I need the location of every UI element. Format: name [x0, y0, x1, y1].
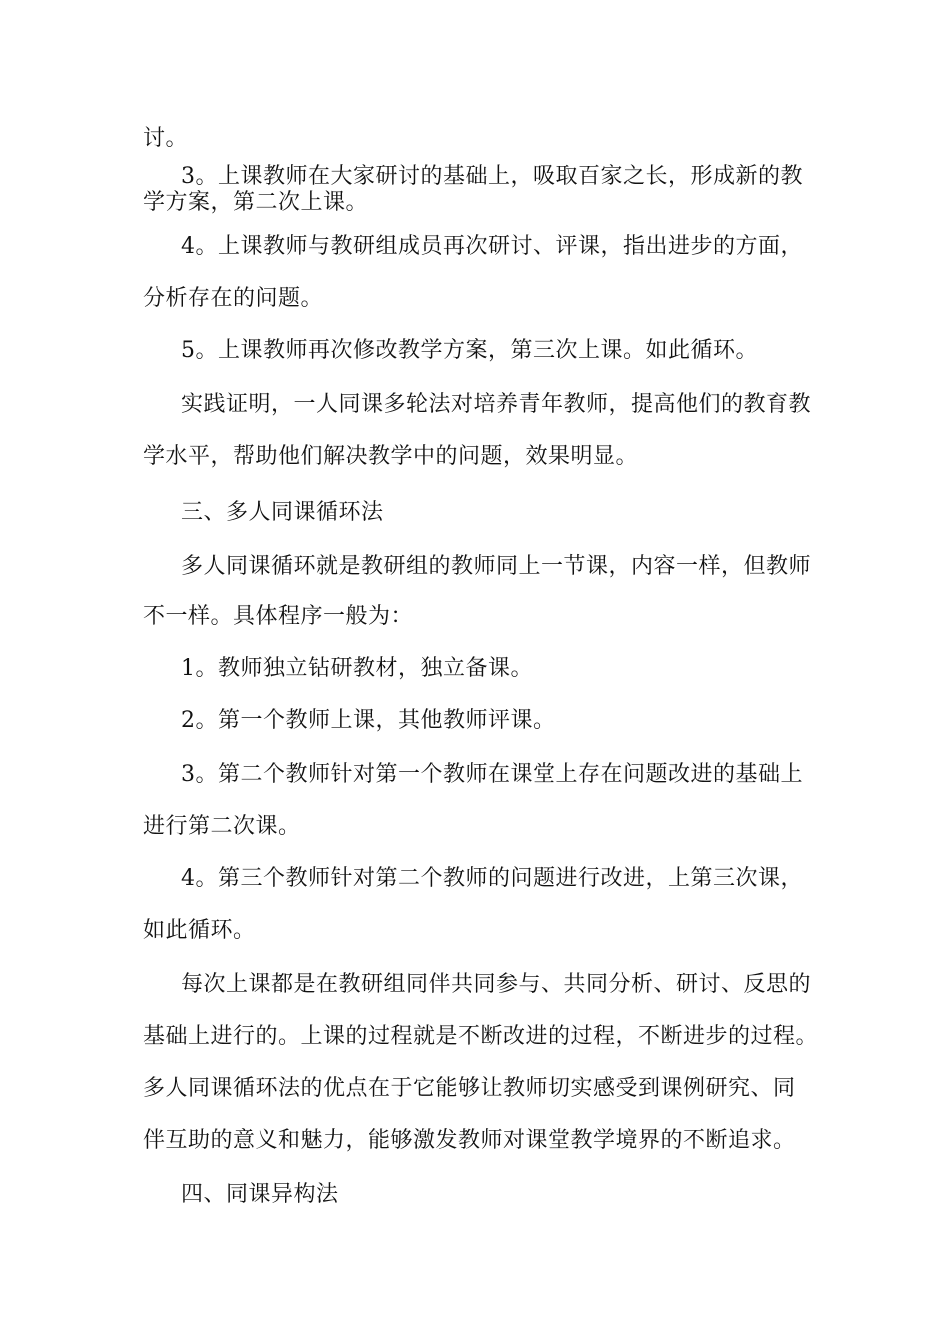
- text-line: 2。第一个教师上课，其他教师评课。: [181, 708, 556, 733]
- text-line: 学方案，第二次上课。: [143, 190, 369, 215]
- text-line: 3。上课教师在大家研讨的基础上，吸取百家之长，形成新的教: [181, 164, 803, 189]
- text-line: 3。第二个教师针对第一个教师在课堂上存在问题改进的基础上: [181, 762, 803, 787]
- section-heading: 三、多人同课循环法: [181, 500, 384, 525]
- text-line: 4。第三个教师针对第二个教师的问题进行改进，上第三次课，: [181, 866, 803, 891]
- text-line: 不一样。具体程序一般为：: [143, 604, 414, 629]
- text-line: 分析存在的问题。: [143, 286, 324, 311]
- text-line: 学水平，帮助他们解决教学中的问题，效果明显。: [143, 444, 639, 469]
- text-line: 1。教师独立钻研教材，独立备课。: [181, 656, 533, 681]
- text-line: 5。上课教师再次修改教学方案，第三次上课。如此循环。: [181, 338, 758, 363]
- text-line: 每次上课都是在教研组同伴共同参与、共同分析、研讨、反思的: [181, 972, 812, 997]
- text-line: 基础上进行的。上课的过程就是不断改进的过程，不断进步的过程。: [143, 1024, 819, 1049]
- text-line: 多人同课循环就是教研组的教师同上一节课，内容一样，但教师: [181, 554, 812, 579]
- text-line: 伴互助的意义和魅力，能够激发教师对课堂教学境界的不断追求。: [143, 1128, 796, 1153]
- text-line: 讨。: [143, 126, 189, 151]
- text-line: 实践证明，一人同课多轮法对培养青年教师，提高他们的教育教: [181, 392, 812, 417]
- text-line: 如此循环。: [143, 918, 256, 943]
- text-line: 多人同课循环法的优点在于它能够让教师切实感受到课例研究、同: [143, 1076, 796, 1101]
- text-line: 4。上课教师与教研组成员再次研讨、评课，指出进步的方面，: [181, 234, 803, 259]
- section-heading: 四、同课异构法: [181, 1182, 339, 1207]
- text-line: 进行第二次课。: [143, 814, 301, 839]
